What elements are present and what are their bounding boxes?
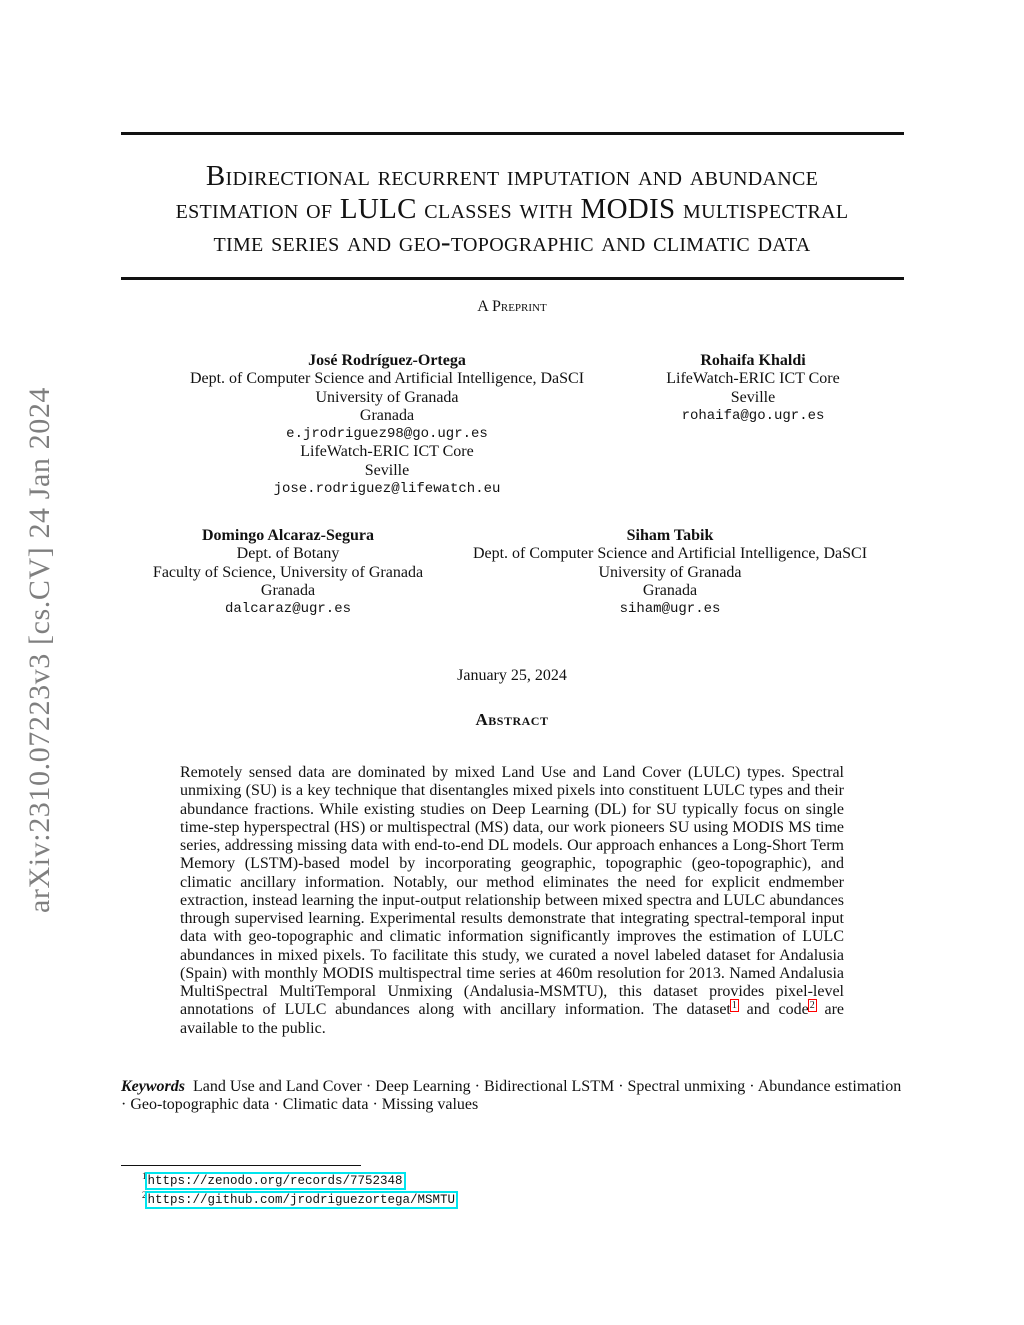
author-affiliation: Faculty of Science, University of Granada <box>152 563 424 581</box>
author-affiliation: LifeWatch-ERIC ICT Core <box>666 370 840 388</box>
author-block-khaldi <box>640 352 866 425</box>
abstract-text-end: are available to the public. <box>180 1001 845 1037</box>
arxiv-identifier: arXiv:2310.07223v3 [cs.CV] 24 Jan 2024 <box>23 386 56 914</box>
author-email[interactable]: dalcaraz@ugr.es <box>224 601 352 618</box>
author-affiliation: Granada <box>260 581 316 599</box>
author-affiliation: Granada <box>642 581 698 599</box>
author-affiliation: Dept. of Computer Science and Artificial Intelligence, DaSCI <box>189 370 585 388</box>
author-affiliation: Dept. of Computer Science and Artificial Intelligence, DaSCI <box>472 545 868 563</box>
footnote-rule <box>121 1165 361 1166</box>
author-affiliation: University of Granada <box>315 388 459 406</box>
abstract-text-mid: and code <box>746 1001 809 1019</box>
author-name: José Rodríguez-Ortega <box>308 352 466 369</box>
abstract-text: Remotely sensed data are dominated by mixed Land Use and Land Cover (LULC) types. Spectral unmixing (SU) is a key technique that disentangles mixed pixels into constituent LULC types and their abundance fractions. While existing studies on Deep Learning (DL) for SU typically focus on single time-step hyperspectral (HS) or multispectral (MS) data, our work pioneers SU using MODIS MS time series, addressing missing data with end-to-end DL models. Our approach enhances a Long-Short Term Memory (LSTM)-based model by incorporating geographic, topographic (geo-topographic), and climatic ancillary information. Notably, our method eliminates the need for explicit endmember extraction, instead learning the input-output relationship between mixed spectra and LULC abundances through supervised learning. Experimental results demonstrate that integrating spectral-temporal input data with geo-topographic and climatic information significantly improves the estimation of LULC abundances in mixed pixels. To facilitate this study, we curated a novel labeled dataset for Andalusia (Spain) with monthly MODIS multispectral time series at 460m resolution for 2013. Named Andalusia MultiSpectral MultiTemporal Unmixing (Andalusia-MSMTU), this dataset provides pixel-level annotations of LULC abundances along with ancillary information. The dataset <box>180 764 844 1019</box>
footnote-link-1[interactable]: 1 <box>731 999 737 1011</box>
author-affiliation: LifeWatch-ERIC ICT Core <box>300 443 474 461</box>
author-email[interactable]: jose.rodriguez@lifewatch.eu <box>273 481 501 498</box>
author-email[interactable]: siham@ugr.es <box>619 601 721 618</box>
author-affiliation: Seville <box>364 461 410 479</box>
title-line-2: estimation of LULC classes with MODIS multispectral <box>175 193 849 225</box>
author-block-tabik <box>452 527 888 618</box>
author-email[interactable]: e.jrodriguez98@go.ugr.es <box>286 426 488 443</box>
footnote-2 <box>142 1192 456 1207</box>
footnote-url-link[interactable]: https://github.com/jrodriguezortega/MSMTU <box>147 1193 456 1207</box>
abstract-body <box>180 764 844 1038</box>
title-top-rule <box>121 132 904 135</box>
author-affiliation: Seville <box>730 388 776 406</box>
author-affiliation: Granada <box>359 406 415 424</box>
author-block-rodriguez-ortega <box>170 352 604 498</box>
paper-title <box>110 160 914 259</box>
footnote-link-2[interactable]: 2 <box>809 999 815 1011</box>
author-affiliation: University of Granada <box>598 563 742 581</box>
publication-date: January 25, 2024 <box>457 667 567 684</box>
footnote-number: 1 <box>142 1171 147 1181</box>
title-bottom-rule <box>121 277 904 280</box>
author-name: Rohaifa Khaldi <box>700 352 806 369</box>
footnote-number: 2 <box>142 1190 147 1200</box>
preprint-label: A Preprint <box>477 298 547 315</box>
keywords <box>121 1078 904 1115</box>
keywords-label: Keywords <box>121 1078 185 1095</box>
author-name: Siham Tabik <box>626 527 714 544</box>
author-affiliation: Dept. of Botany <box>236 545 340 563</box>
footnote-1 <box>142 1173 404 1188</box>
title-line-3: time series and geo-topographic and climatic data <box>213 226 811 258</box>
author-block-alcaraz-segura <box>140 527 436 618</box>
abstract-heading: Abstract <box>475 710 549 729</box>
title-line-1: Bidirectional recurrent imputation and abundance <box>205 160 819 192</box>
footnote-url-link[interactable]: https://zenodo.org/records/7752348 <box>147 1174 403 1188</box>
author-email[interactable]: rohaifa@go.ugr.es <box>681 407 825 424</box>
keywords-text: Land Use and Land Cover · Deep Learning · Bidirectional LSTM · Spectral unmixing · Abundance estimation · Geo-topographic data · Climatic data · Missing values <box>121 1078 902 1114</box>
author-name: Domingo Alcaraz-Segura <box>202 527 374 544</box>
